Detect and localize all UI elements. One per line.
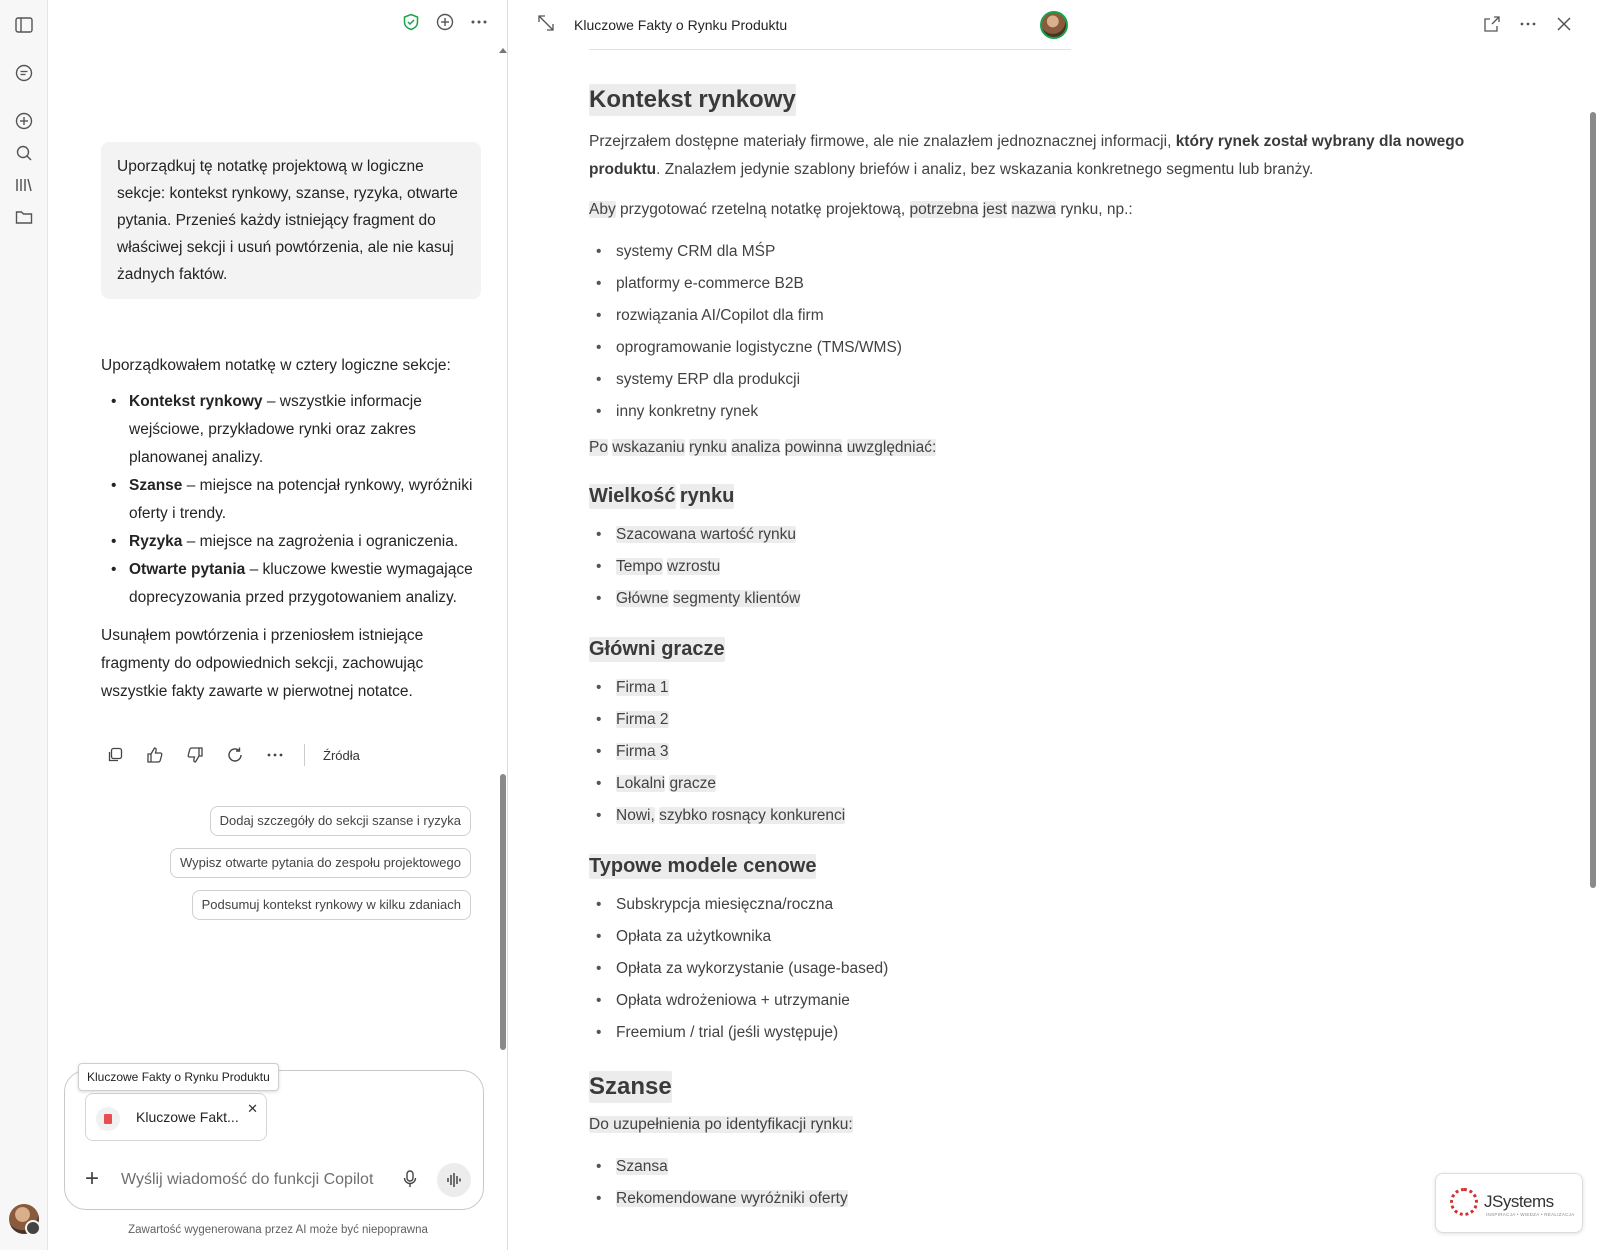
attachment-name: Kluczowe Fakt...: [136, 1109, 239, 1125]
sidebar-toggle-icon[interactable]: [12, 13, 36, 37]
library-icon[interactable]: [12, 173, 36, 197]
voice-mode-icon[interactable]: [437, 1163, 471, 1197]
list-item: • systemy CRM dla MŚP: [589, 236, 1489, 268]
list-item: • Lokalni gracze: [589, 768, 1489, 800]
list-item: • Firma 1: [589, 672, 1489, 704]
answer-outro: Usunąłem powtórzenia i przeniosłem istniejące fragmenty do odpowiednich sekcji, zachowując wszystkie fakty zawarte w pierwotnej notatce.: [101, 627, 424, 700]
market-size-list: [589, 519, 1489, 615]
list-item: • Szanse – miejsce na potencjał rynkowy, wyróżniki oferty i trendy.: [129, 472, 483, 528]
players-list: [589, 672, 1489, 832]
ai-disclaimer: Zawartość wygenerowana przez AI może być niepoprawna: [128, 1224, 428, 1236]
list-item: • Firma 3: [589, 736, 1489, 768]
copy-icon[interactable]: [104, 744, 126, 766]
divider: [589, 49, 1071, 50]
message-composer: [64, 1070, 484, 1210]
list-item: • inny konkretny rynek: [589, 396, 1489, 428]
document-toolbar: [1482, 14, 1574, 34]
answer-list: [129, 388, 483, 612]
thumbs-down-icon[interactable]: [184, 744, 206, 766]
chat-scrollbar[interactable]: [499, 48, 507, 1048]
paragraph: Po wskazaniu rynku analiza powinna uwzględniać:: [589, 439, 937, 456]
document-header: [509, 0, 1600, 50]
add-icon[interactable]: +: [85, 1165, 100, 1192]
section-heading: [589, 1071, 1489, 1103]
more-options-icon[interactable]: [1518, 14, 1538, 34]
collaborator-avatar[interactable]: [1040, 11, 1068, 39]
section-heading: Wielkość rynku: [589, 485, 735, 507]
attachment-tooltip: Kluczowe Fakty o Rynku Produktu: [78, 1063, 279, 1091]
folder-icon[interactable]: [12, 205, 36, 229]
copilot-chat-panel: [48, 0, 508, 1250]
heading-opportunities: Szanse: [589, 1071, 672, 1103]
heading-pricing: Typowe modele cenowe: [589, 855, 817, 877]
list-item: • Opłata za użytkownika: [589, 921, 1489, 953]
heading-market-size: Wielkość: [589, 485, 676, 507]
shield-check-icon[interactable]: [401, 12, 421, 32]
list-item: • Główne segmenty klientów: [589, 583, 1489, 615]
regenerate-icon[interactable]: [224, 744, 246, 766]
paragraph: Do uzupełnienia po identyfikacji rynku:: [589, 1116, 853, 1133]
close-icon[interactable]: ✕: [247, 1101, 258, 1116]
list-item: • Szacowana wartość rynku: [589, 519, 1489, 551]
list-item: • Opłata za wykorzystanie (usage-based): [589, 953, 1489, 985]
paragraph: Aby przygotować rzetelną notatkę projektową, potrzebna jest nazwa rynku, np.:: [589, 201, 1133, 218]
user-message: Uporządkuj tę notatkę projektową w logiczne sekcje: kontekst rynkowy, szanse, ryzyka, otwarte pytania. Przenieś każdy istniejący fragment do właściwej sekcji i usuń powtórzenia, ale nie kasuj żadnych faktów.: [101, 142, 481, 299]
collapse-icon[interactable]: [537, 14, 555, 37]
app-rail: [0, 0, 48, 1250]
heading-players: Główni gracze: [589, 638, 725, 660]
answer-intro: Uporządkowałem notatkę w cztery logiczne sekcje:: [101, 357, 451, 374]
heading-context: Kontekst rynkowy: [589, 84, 796, 116]
pricing-list: [589, 889, 1489, 1049]
document-scrollbar[interactable]: [1590, 112, 1596, 888]
suggestion-chip[interactable]: Podsumuj kontekst rynkowy w kilku zdaniach: [192, 890, 471, 920]
list-item: • Szansa: [589, 1151, 1489, 1183]
list-item: • Freemium / trial (jeśli występuje): [589, 1017, 1489, 1049]
logo-text: JSystems: [1484, 1192, 1554, 1211]
suggestion-chip[interactable]: Dodaj szczegóły do sekcji szanse i ryzyka: [210, 806, 471, 836]
new-chat-icon[interactable]: [12, 109, 36, 133]
opportunities-list: [589, 1151, 1489, 1215]
user-avatar[interactable]: [9, 1204, 39, 1234]
section-heading: [589, 637, 1489, 662]
sources-button[interactable]: Źródła: [323, 747, 360, 763]
share-icon[interactable]: [1482, 14, 1502, 34]
new-conversation-icon[interactable]: [435, 12, 455, 32]
list-item: • Opłata wdrożeniowa + utrzymanie: [589, 985, 1489, 1017]
list-item: • platformy e-commerce B2B: [589, 268, 1489, 300]
document-title: Kluczowe Fakty o Rynku Produktu: [574, 17, 788, 33]
document-panel: [509, 0, 1600, 1250]
list-item: • Kontekst rynkowy – wszystkie informacje wejściowe, przykładowe rynki oraz zakres planowanej analizy.: [129, 388, 483, 472]
message-actions: [104, 744, 360, 766]
logo-tagline: INSPIRACJA • WIEDZA • REALIZACJA: [1486, 1212, 1575, 1217]
list-item: • Otwarte pytania – kluczowe kwestie wymagające doprecyzowania przed przygotowaniem analizy.: [129, 556, 483, 612]
paragraph: Przejrzałem dostępne materiały firmowe, ale nie znalazłem jednoznacznej informacji, który rynek został wybrany dla nowego produktu. Znalazłem jedynie szablony briefów i analiz, bez wskazania konkretnego segmentu lub branży.: [589, 133, 1465, 178]
list-item: • oprogramowanie logistyczne (TMS/WMS): [589, 332, 1489, 364]
list-item: • Firma 2: [589, 704, 1489, 736]
jsystems-logo: [1435, 1173, 1583, 1233]
list-item: • Ryzyka – miejsce na zagrożenia i ograniczenia.: [129, 528, 483, 556]
search-icon[interactable]: [12, 141, 36, 165]
suggestion-chip[interactable]: Wypisz otwarte pytania do zespołu projektowego: [170, 848, 471, 878]
chat-icon[interactable]: [12, 61, 36, 85]
logo-mark-icon: [1450, 1188, 1478, 1216]
attachment-chip[interactable]: [85, 1093, 267, 1141]
microphone-icon[interactable]: [399, 1168, 421, 1190]
assistant-answer: [101, 352, 483, 706]
close-icon[interactable]: [1554, 14, 1574, 34]
more-options-icon[interactable]: [469, 12, 489, 32]
list-item: • Rekomendowane wyróżniki oferty: [589, 1183, 1489, 1215]
list-item: • Tempo wzrostu: [589, 551, 1489, 583]
divider: [304, 744, 305, 766]
more-actions-icon[interactable]: [264, 744, 286, 766]
list-item: • systemy ERP dla produkcji: [589, 364, 1489, 396]
chat-toolbar: [401, 12, 489, 32]
section-heading: [589, 854, 1489, 879]
document-icon: [96, 1107, 120, 1131]
list-item: • Nowi, szybko rosnący konkurenci: [589, 800, 1489, 832]
list-item: • rozwiązania AI/Copilot dla firm: [589, 300, 1489, 332]
message-input[interactable]: Wyślij wiadomość do funkcji Copilot: [121, 1171, 374, 1188]
thumbs-up-icon[interactable]: [144, 744, 166, 766]
list-item: • Subskrypcja miesięczna/roczna: [589, 889, 1489, 921]
document-content: [589, 84, 1489, 1215]
market-list: [589, 236, 1489, 428]
